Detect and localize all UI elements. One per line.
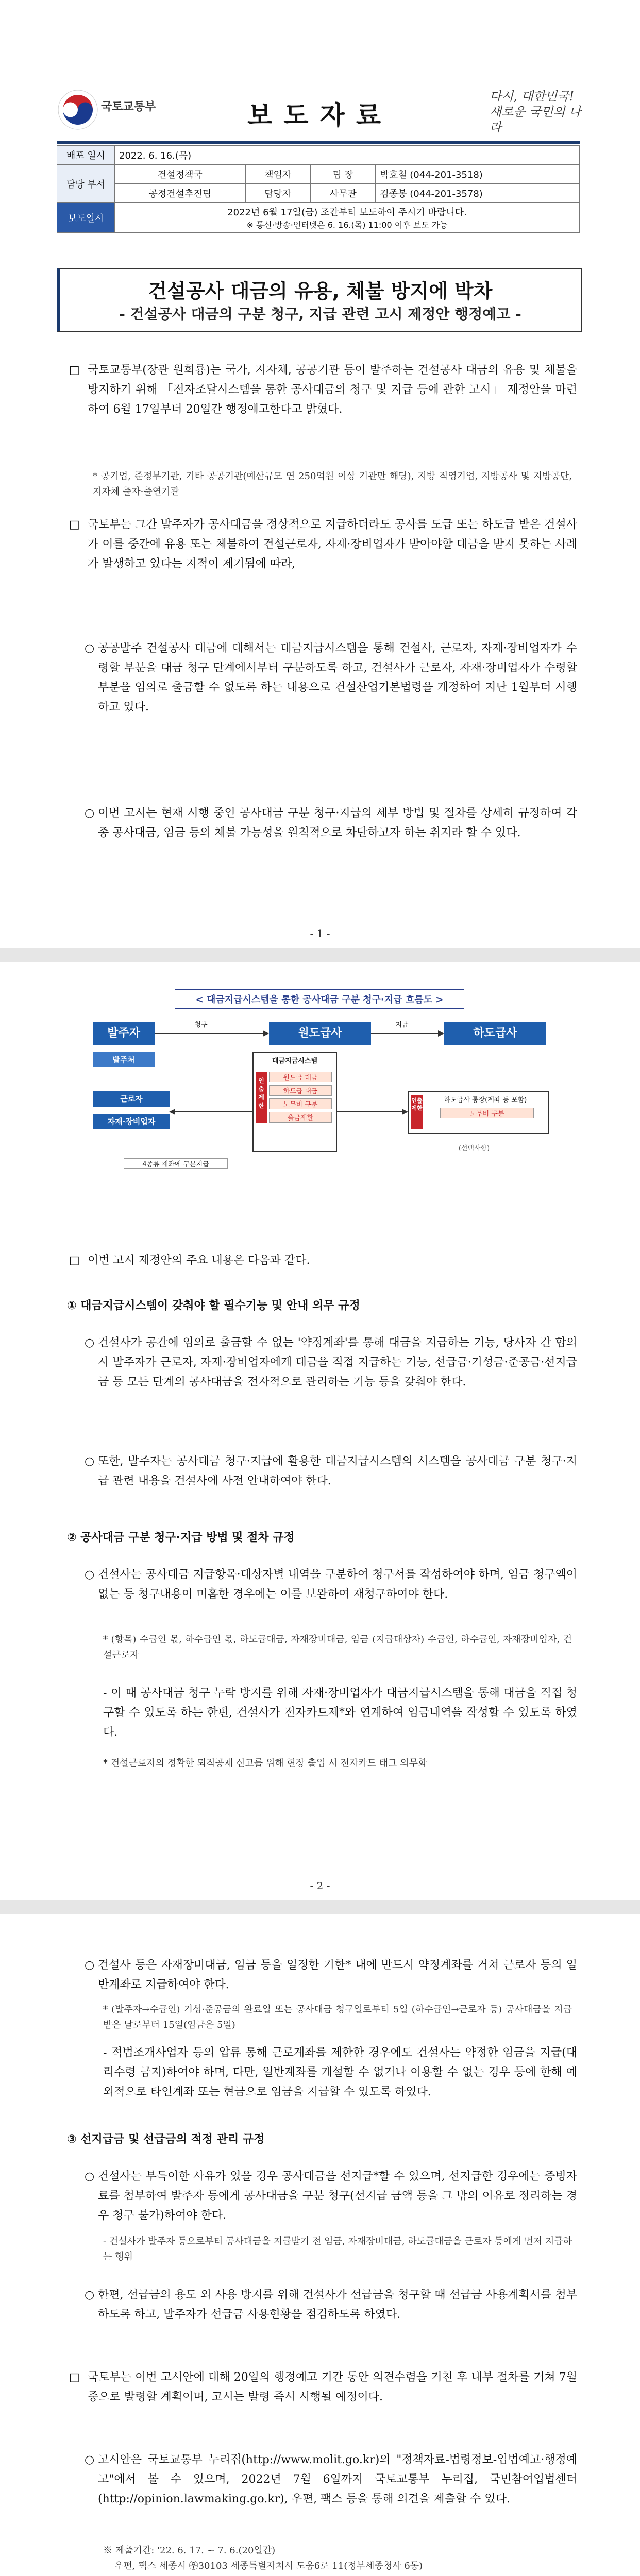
government-emblem-icon: [57, 89, 99, 131]
paragraph: [69, 515, 577, 574]
internal-item-3: 노무비 구분: [269, 1098, 332, 1109]
footnote: * (항목) 수급인 몫, 하수급인 몫, 하도급대금, 자재장비대금, 임금 (지급대상자) 수급인, 하수급인, 자재장비업자, 건설근로자: [103, 1634, 572, 1660]
press-header: [57, 77, 581, 139]
page-separator: [0, 1900, 640, 1914]
paragraph: [85, 639, 577, 717]
paragraph-text: 이번 고시는 현재 시행 중인 공사대금 구분 청구·지급의 세부 방법 및 절차를 상세히 규정하여 각종 공사대금, 임금 등의 체불 가능성을 원칙적으로 차단하고자 하는 취지라 할 수 있다.: [98, 807, 577, 839]
paragraph-text: 국토부는 이번 고시안에 대해 20일의 행정예고 기간 동안 의견수렴을 거친 후 내부 절차를 거쳐 7월 중으로 발령할 계획이며, 고시는 발령 즉시 시행될 예정이다.: [88, 2371, 577, 2403]
paragraph-text: 한편, 선급금의 용도 외 사용 방지를 위해 건설사가 선급금을 청구할 때 선급금 사용계획서를 첨부하도록 하고, 발주자가 선급금 사용현황을 점검하도록 하였다.: [98, 2289, 577, 2321]
meta-person-2: 김종봉 (044-201-3578): [376, 184, 580, 203]
optional-label: (선택사항): [458, 1145, 490, 1153]
meta-embargo-line-2: ※ 통신·방송·인터넷은 6. 16.(목) 11:00 이후 보도 가능: [246, 220, 448, 230]
slogan-line-2: 새로운 국민의 나라: [490, 105, 581, 134]
footnote: - 건설사가 발주자 등으로부터 공사대금을 지급받기 전 임금, 자재장비대금, 하도급대금을 근로자 등에게 먼저 지급하는 행위: [103, 2236, 572, 2262]
withdraw-limit-left: 인출 제한: [256, 1072, 267, 1123]
paragraph: [103, 2043, 577, 2102]
meta-rank-2: 사무관: [310, 184, 375, 203]
paragraph: [69, 361, 577, 419]
paragraph-text: 공공발주 건설공사 대금에 대해서는 대금지급시스템을 통해 건설사, 근로자, 자재·장비업자가 수령할 부분을 대금 청구 단계에서부터 구분하도록 하고, 건설사가 근로자, 자재·장비업자가 수령할 부분을 임의로 출금할 수 없도록 하는 내용으로 건설산업기본법령을 개정하여 지난 1월부터 시행하고 있다.: [98, 642, 577, 714]
submission-contact: [103, 2574, 577, 2576]
equip-box: 자재·장비업자: [93, 1114, 170, 1129]
subheadline: - 건설공사 대금의 구분 청구, 지급 관련 고시 제정안 행정예고 -: [119, 306, 521, 323]
paragraph: [85, 1956, 577, 1995]
paragraph-text: - 적법조개사업자 등의 압류 통해 근로계좌를 제한한 경우에도 건설사는 약정한 임금을 지급(대리수령 금지)하여야 하며, 다만, 일반계좌를 개설할 수 없거나 이용할 수 없는 경우 등에 한해 예외적으로 타인계좌 또는 현금으로 임금을 지급할 수 있도록 하였다.: [103, 2046, 577, 2098]
diagram-title: < 대금지급시스템을 통한 공사대금 구분 청구·지급 흐름도 >: [175, 989, 464, 1009]
meta-label-embargo: 보도일시: [57, 203, 115, 233]
footnote: * 건설근로자의 정확한 퇴직공제 신고를 위해 현장 출입 시 전자카드 태그 의무화: [103, 1758, 427, 1769]
paragraph-text: 건설사 등은 자재장비대금, 임금 등을 일정한 기한* 내에 반드시 약정계좌를 거쳐 근로자 등의 일반계좌로 지급하여야 한다.: [98, 1959, 577, 1991]
meta-embargo: [115, 203, 580, 233]
page-1: [0, 0, 640, 948]
contractor-box: 원도급사: [269, 1022, 371, 1045]
paragraph: [69, 2368, 577, 2407]
order-label-box: 발주처: [93, 1052, 155, 1067]
bullet-circle-icon: ○: [85, 807, 95, 820]
labor-box: 근로자: [93, 1091, 170, 1107]
paragraph: [85, 1452, 577, 1491]
bullet-circle-icon: ○: [85, 1455, 95, 1468]
paragraph: [85, 804, 577, 843]
paragraph-text: 건설사는 부득이한 사유가 있을 경우 공사대금을 선지급*할 수 있으며, 선지급한 경우에는 증빙자료를 첨부하여 발주자 등에게 공사대금을 구분 청구(선지급 금액 등을 그 밖의 이유로 정리하는 경우 청구 불가)하여야 한다.: [98, 2170, 577, 2222]
meta-role-2: 담당자: [245, 184, 310, 203]
slogan-line-1: 다시, 대한민국!: [490, 89, 575, 104]
page-2: [0, 962, 640, 1900]
footnote: * 공기업, 준정부기관, 기타 공공기관(예산규모 연 250억원 이상 기관만 해당), 지방 직영기업, 지방공사 및 지방공단, 지자체 출자·출연기관: [93, 471, 572, 497]
sub-internal-item: 노무비 구분: [440, 1108, 534, 1118]
paragraph-text: 건설사는 공사대금 지급항목·대상자별 내역을 구분하여 청구서를 작성하여야 하며, 임금 청구액이 없는 등 청구내용이 미흡한 경우에는 이를 보완하여 재청구하여야 한다.: [98, 1568, 577, 1601]
paragraph-text: 또한, 발주자는 공사대금 청구·지급에 활용한 대금지급시스템의 시스템을 공사대금 구분 청구·지급 관련 내용을 건설사에 사전 안내하여야 한다.: [98, 1455, 577, 1487]
submission-address: 우편, 팩스 세종시 ㉾30103 세종특별자치시 도움6로 11(정부세종청사 6동): [114, 2561, 423, 2571]
owner-box: 발주자: [93, 1022, 155, 1045]
page-3: [0, 1914, 640, 2576]
meta-role-1: 책임자: [245, 165, 310, 184]
edge-pay-label: 지급: [395, 1021, 409, 1029]
paragraph: [85, 1565, 577, 1604]
paragraph-text: - 이 때 공사대금 청구 누락 방지를 위해 자재·장비업자가 대금지급시스템을 통해 대금을 직접 청구할 수 있도록 하는 한편, 건설사가 전자카드제*와 연계하여 임금내역을 작성할 수 있도록 하였다.: [103, 1687, 577, 1739]
footnote: * (발주자→수급인) 기성·준공금의 완료일 또는 공사대금 청구일로부터 5일 (하수급인→근로자 등) 공사대금을 지급받은 날로부터 15일(임금은 5일): [103, 2004, 572, 2030]
paragraph-text: 국토부는 그간 발주자가 공사대금을 정상적으로 지급하더라도 공사를 도급 또는 하도급 받은 건설사가 이를 중간에 유용 또는 체불하여 건설근로자, 자재·장비업자가 받아야할 대금을 받지 못하는 사례가 발생하고 있다는 지적이 제기됨에 따라,: [88, 518, 577, 570]
bullet-square-icon: □: [69, 518, 80, 531]
press-release-title: 보도자료: [247, 100, 393, 130]
bullet-square-icon: □: [69, 364, 80, 377]
paragraph-text: 이번 고시 제정안의 주요 내용은 다음과 같다.: [88, 1254, 310, 1267]
page-number: - 1 -: [310, 927, 330, 940]
bullet-circle-icon: ○: [85, 2170, 95, 2183]
paragraph: [85, 2285, 577, 2325]
subcontractor-box: 하도급사: [444, 1022, 546, 1045]
bullet-circle-icon: ○: [85, 2289, 95, 2301]
bullet-circle-icon: ○: [85, 1336, 95, 1349]
section-heading-3: ③ 선지급금 및 선급금의 적정 관리 규정: [67, 2133, 265, 2146]
system-bottom-label: 4종류 계좌에 구분지급: [124, 1158, 228, 1169]
bullet-circle-icon: ○: [85, 642, 95, 655]
sub-internal-label: 하도급사 통장(계좌 등 포함): [444, 1096, 527, 1104]
system-label: 대금지급시스템: [272, 1057, 317, 1065]
meta-label-dept: 담당 부서: [57, 165, 115, 203]
paragraph-text: 건설사가 공간에 임의로 출금할 수 없는 '약정계좌'를 통해 대금을 지급하는 기능, 당사자 간 합의 시 발주자가 근로자, 자재·장비업자에게 대금을 직접 지급하는 기능, 선급금·기성금·준공금·선지급금 등 모든 단계의 공사대금을 전자적으로 관리하는 기능 등을 갖춰야 한다.: [98, 1336, 577, 1388]
edge-claim-label: 청구: [194, 1021, 208, 1029]
section-heading-1: ① 대금지급시스템이 갖춰야 할 필수기능 및 안내 의무 규정: [67, 1299, 360, 1312]
paragraph: [103, 1684, 577, 1742]
meta-dept-2: 공정건설추진팀: [115, 184, 246, 203]
paragraph: [85, 1333, 577, 1392]
submission-info: [103, 2543, 577, 2576]
bullet-circle-icon: ○: [85, 1568, 95, 1581]
meta-embargo-line-1: 2022년 6월 17일(금) 조간부터 보도하여 주시기 바랍니다.: [227, 207, 467, 218]
flow-diagram: [82, 1019, 557, 1194]
paragraph: [85, 2167, 577, 2226]
ministry-name: 국토교통부: [101, 100, 156, 113]
sub-panel: [408, 1091, 549, 1134]
headline-box: [57, 268, 582, 332]
meta-label-date: 배포 일시: [57, 146, 115, 165]
internal-item-2: 하도급 대금: [269, 1085, 332, 1096]
bullet-circle-icon: ○: [85, 1959, 95, 1972]
slogan: [490, 89, 582, 135]
meta-dept-1: 건설정책국: [115, 165, 246, 184]
meta-person-1: 박효철 (044-201-3518): [376, 165, 580, 184]
paragraph: [69, 1251, 577, 1270]
paragraph-text: 국토교통부(장관 원희룡)는 국가, 지자체, 공공기관 등이 발주하는 건설공사 대금의 유용 및 체불을 방지하기 위해 「전자조달시스템을 통한 공사대금의 청구 및 지급 등에 관한 고시」 제정안을 마련하여 6월 17일부터 20일간 행정예고한다고 밝혔다.: [88, 364, 577, 416]
page-separator: [0, 948, 640, 962]
withdraw-limit-right: 인출 제한: [411, 1095, 423, 1129]
sys-upper: 출금제한: [269, 1112, 332, 1123]
meta-table: [57, 145, 580, 233]
bullet-circle-icon: ○: [85, 2453, 95, 2466]
bullet-square-icon: □: [69, 1254, 80, 1267]
system-panel: [252, 1052, 337, 1152]
submission-period: ※ 제출기간: '22. 6. 17. ~ 7. 6.(20일간): [103, 2545, 276, 2556]
section-heading-2: ② 공사대금 구분 청구·지급 방법 및 절차 규정: [67, 1531, 295, 1544]
internal-item-1: 원도급 대금: [269, 1072, 332, 1082]
headline: 건설공사 대금의 유용, 체불 방지에 박차: [148, 280, 493, 302]
header-bar: [57, 141, 580, 144]
page-number: - 2 -: [310, 1879, 330, 1892]
bullet-square-icon: □: [69, 2371, 80, 2384]
paragraph-text: 고시안은 국토교통부 누리집(http://www.molit.go.kr)의 "정책자료-법령정보-입법예고·행정예고"에서 볼 수 있으며, 2022년 7월 6일까지 국토교통부 누리집, 국민참여입법센터(http://opinion.lawmaking.go.kr), 우편, 팩스 등을 통해 의견을 제출할 수 있다.: [98, 2453, 577, 2505]
meta-value-date: 2022. 6. 16.(목): [115, 146, 580, 165]
paragraph: [85, 2450, 577, 2509]
meta-rank-1: 팀 장: [310, 165, 375, 184]
